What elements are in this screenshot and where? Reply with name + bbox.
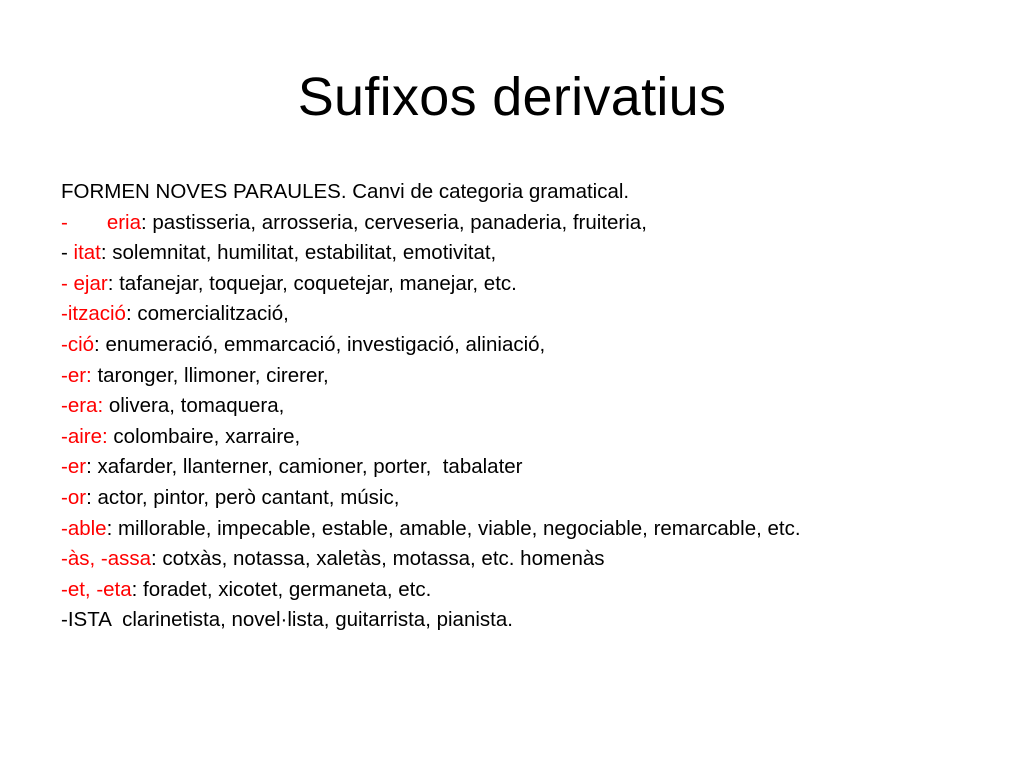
list-item-era xyxy=(61,391,981,422)
slide-body xyxy=(61,177,981,636)
list-item-ejar xyxy=(61,269,981,300)
suffix-dash: - xyxy=(61,210,68,234)
examples-text: : pastisseria, arrosseria, cerveseria, panaderia, fruiteria, xyxy=(141,210,647,234)
list-item-er-trees xyxy=(61,361,981,392)
suffix-label: -ització xyxy=(61,302,126,326)
list-item-ista xyxy=(61,605,981,636)
suffix-label: -er: xyxy=(61,363,92,387)
suffix-dash: - xyxy=(61,241,74,265)
examples-text: taronger, llimoner, cirerer, xyxy=(91,363,329,387)
list-item-cio xyxy=(61,330,981,361)
suffix-label: -or xyxy=(61,485,87,509)
list-item-eria xyxy=(61,208,981,239)
suffix-label: - ejar xyxy=(61,271,108,295)
examples-text: -ISTA clarinetista, novel·lista, guitarrista, pianista. xyxy=(61,608,513,632)
examples-text: : solemnitat, humilitat, estabilitat, emotivitat, xyxy=(100,241,497,265)
examples-text: : cotxàs, notassa, xaletàs, motassa, etc. homenàs xyxy=(151,547,605,571)
list-item-as-assa xyxy=(61,544,981,575)
examples-text: colombaire, xarraire, xyxy=(107,424,301,448)
list-item-et-eta xyxy=(61,575,981,606)
suffix-label: -era: xyxy=(61,394,104,418)
suffix-label: -er xyxy=(61,455,87,479)
examples-text: : enumeració, emmarcació, investigació, aliniació, xyxy=(94,332,546,356)
examples-text: : foradet, xicotet, germaneta, etc. xyxy=(131,577,432,601)
list-item-itat xyxy=(61,238,981,269)
list-item-or xyxy=(61,483,981,514)
list-item-aire xyxy=(61,422,981,453)
suffix-label: -às, -assa xyxy=(61,547,151,571)
examples-text: : xafarder, llanterner, camioner, porter, tabalater xyxy=(86,455,523,479)
intro-line: FORMEN NOVES PARAULES. Canvi de categoria gramatical. xyxy=(61,180,630,203)
examples-text: : millorable, impecable, estable, amable, viable, negociable, remarcable, etc. xyxy=(106,516,801,540)
suffix-label: -ció xyxy=(61,332,95,356)
suffix-label: -aire: xyxy=(61,424,108,448)
list-item-able xyxy=(61,514,981,545)
suffix-label: eria xyxy=(106,210,142,234)
suffix-label: -et, -eta xyxy=(61,577,132,601)
suffix-label: itat xyxy=(73,241,101,265)
examples-text: olivera, tomaquera, xyxy=(103,394,285,418)
slide-title: Sufixos derivatius xyxy=(297,67,727,127)
list-item-er-jobs xyxy=(61,452,981,483)
examples-text: : actor, pintor, però cantant, músic, xyxy=(86,485,400,509)
suffix-label: -able xyxy=(61,516,107,540)
examples-text: : tafanejar, toquejar, coquetejar, manejar, etc. xyxy=(107,271,517,295)
list-item-itzacio xyxy=(61,299,981,330)
examples-text: : comercialització, xyxy=(125,302,289,326)
